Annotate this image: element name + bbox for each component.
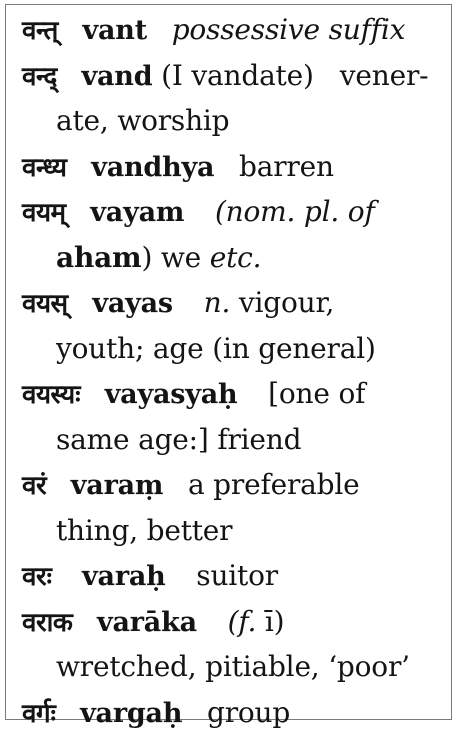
definition: ī) xyxy=(256,604,285,638)
entry-varaka xyxy=(22,599,454,645)
devanagari-word: वयस् xyxy=(22,289,68,319)
entry-vayam xyxy=(22,189,454,235)
headword: varaḥ xyxy=(82,561,166,592)
definition-continuation: same age:] friend xyxy=(56,422,302,456)
headword: varāka xyxy=(97,606,197,638)
gender-note: (f. xyxy=(227,604,257,638)
definition: [one of xyxy=(268,377,366,410)
entry-vayas xyxy=(22,280,454,326)
definition: (nom. pl. of xyxy=(214,195,375,228)
devanagari-word: वरं xyxy=(22,471,47,501)
definition: a preferable xyxy=(187,468,360,501)
definition: barren xyxy=(239,149,334,183)
definition: (I vandate) vener- xyxy=(161,58,429,92)
entry-vayasyah xyxy=(22,371,454,417)
definition-continuation: youth; age (in general) xyxy=(56,331,376,365)
devanagari-word: वन्त् xyxy=(22,16,58,46)
part-of-speech: n. xyxy=(203,286,231,319)
devanagari-word: वर्गः xyxy=(22,698,56,729)
definition: group xyxy=(206,695,291,729)
headword: vargaḥ xyxy=(80,697,183,729)
entry-varah xyxy=(22,553,454,599)
definition-continuation: ate, worship xyxy=(56,104,230,137)
definition: possessive suffix xyxy=(171,13,406,46)
headword: vayas xyxy=(92,288,173,319)
devanagari-word: वयस्यः xyxy=(22,380,80,410)
entry-list xyxy=(22,7,454,735)
entry-vargah xyxy=(22,690,454,736)
definition-continuation: wretched, pitiable, ‘poor’ xyxy=(56,650,410,683)
devanagari-word: वन्द् xyxy=(22,61,57,92)
definition-continuation: thing, better xyxy=(56,513,233,547)
definition: vigour, xyxy=(230,286,335,319)
devanagari-word: वरः xyxy=(22,562,52,592)
dictionary-box xyxy=(5,4,452,729)
entry-vant xyxy=(22,7,454,53)
definition: suitor xyxy=(196,559,278,592)
headword: vant xyxy=(82,15,147,46)
headword: vayam xyxy=(90,197,185,228)
entry-vandhya xyxy=(22,144,454,190)
headword: vayasyaḥ xyxy=(104,379,238,410)
headword: vand xyxy=(81,60,153,92)
entry-vand xyxy=(22,53,454,99)
definition-continuation: aham) we etc. xyxy=(56,240,262,274)
entry-varam xyxy=(22,462,454,508)
headword: vandhya xyxy=(91,151,215,183)
devanagari-word: वराक xyxy=(22,607,73,638)
devanagari-word: वन्ध्य xyxy=(22,152,67,183)
devanagari-word: वयम् xyxy=(22,198,66,228)
headword: varaṃ xyxy=(70,470,164,501)
